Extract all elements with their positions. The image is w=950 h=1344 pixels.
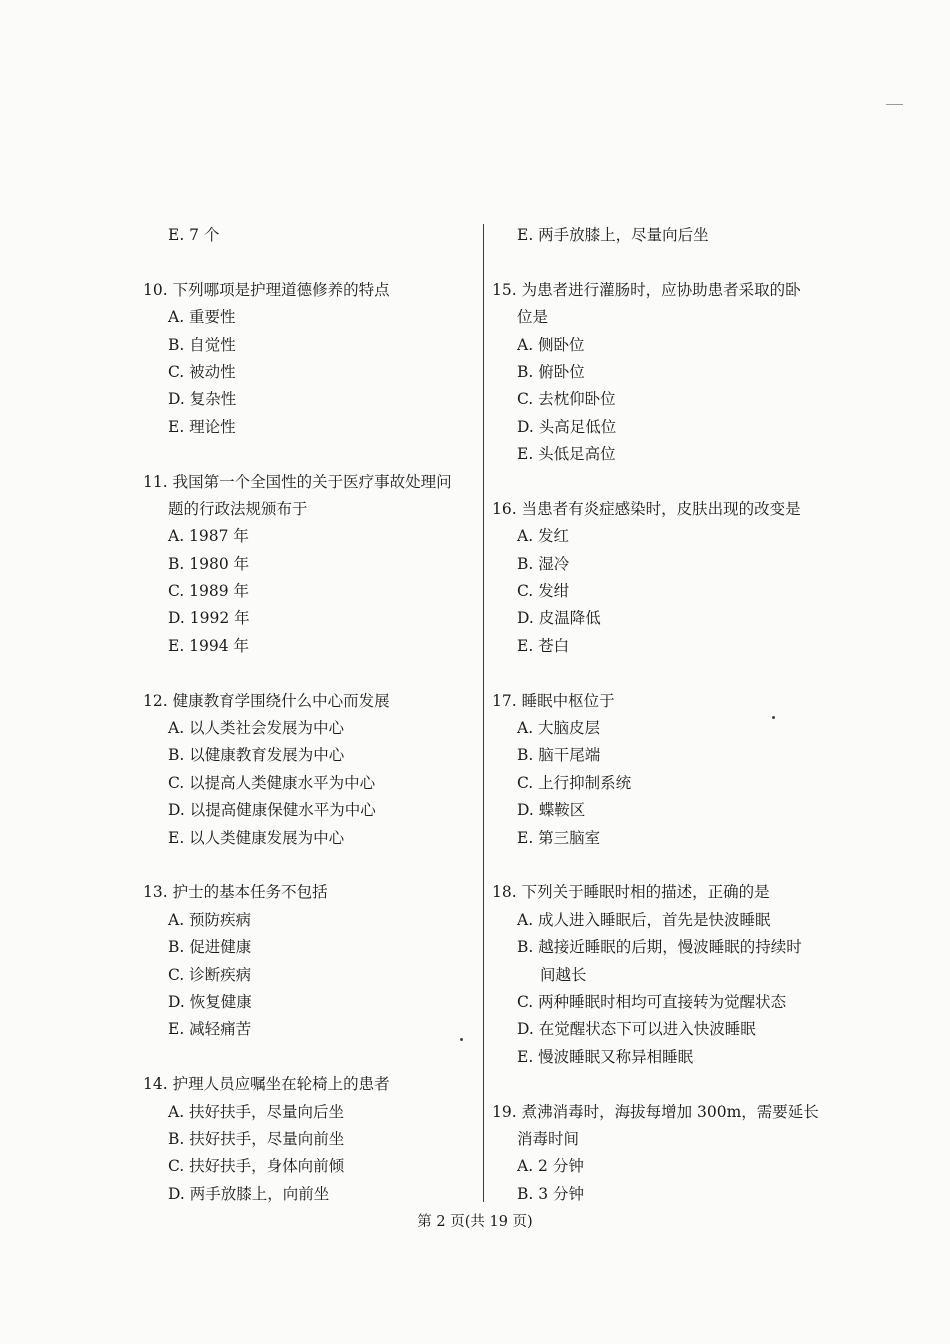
option-item: C. 诊断疾病: [168, 965, 252, 984]
option-item-continued: 间越长: [540, 965, 587, 984]
option-tail: E. 两手放膝上，尽量向后坐: [517, 226, 709, 244]
option-item: A. 2 分钟: [517, 1157, 584, 1176]
question-stem: 16. 当患者有炎症感染时，皮肤出现的改变是: [492, 499, 801, 518]
option-item: C. 两种睡眠时相均可直接转为觉醒状态: [517, 992, 787, 1011]
option-item: A. 大脑皮层: [517, 719, 601, 738]
option-item: C. 1989 年: [168, 582, 250, 601]
option-item: B. 促进健康: [168, 938, 252, 957]
option-item: E. 慢波睡眠又称异相睡眠: [517, 1047, 694, 1066]
option-item: D. 复杂性: [168, 390, 237, 409]
question-stem: 19. 煮沸消毒时，海拔每增加 300m，需要延长: [492, 1102, 819, 1121]
option-item: B. 湿冷: [517, 554, 570, 573]
option-item: D. 蝶鞍区: [517, 801, 586, 820]
option-item: A. 成人进入睡眠后，首先是快波睡眠: [517, 910, 771, 929]
question-stem-continued: 消毒时间: [517, 1129, 580, 1148]
option-item: A. 预防疾病: [168, 910, 252, 929]
option-item: B. 3 分钟: [517, 1184, 585, 1203]
option-item: B. 扶好扶手，尽量向前坐: [168, 1129, 345, 1148]
column-divider: [483, 224, 484, 1202]
option-item: C. 去枕仰卧位: [517, 390, 616, 409]
option-item: D. 1992 年: [168, 609, 250, 628]
option-item: D. 皮温降低: [517, 609, 601, 628]
question-stem: 10. 下列哪项是护理道德修养的特点: [143, 280, 390, 299]
option-item: C. 发绀: [517, 582, 570, 601]
option-item: C. 被动性: [168, 362, 236, 381]
question-stem-continued: 位是: [517, 308, 549, 327]
option-item: B. 1980 年: [168, 554, 250, 573]
left-column: [143, 222, 478, 1208]
option-item: C. 扶好扶手，身体向前倾: [168, 1157, 345, 1176]
option-item: A. 扶好扶手，尽量向后坐: [168, 1102, 345, 1121]
option-item: E. 苍白: [517, 636, 570, 655]
option-item: D. 恢复健康: [168, 992, 252, 1011]
option-item: E. 以人类健康发展为中心: [168, 828, 345, 847]
option-item: E. 1994 年: [168, 636, 250, 655]
question-stem-continued: 题的行政法规颁布于: [168, 499, 308, 518]
option-item: D. 以提高健康保健水平为中心: [168, 801, 376, 820]
question-stem: 17. 睡眠中枢位于: [492, 691, 615, 710]
option-item: B. 自觉性: [168, 335, 236, 354]
option-item: C. 以提高人类健康水平为中心: [168, 773, 376, 792]
question-stem: 12. 健康教育学围绕什么中心而发展: [143, 691, 390, 710]
question-stem: 14. 护理人员应嘱坐在轮椅上的患者: [143, 1075, 390, 1094]
option-item: D. 头高足低位: [517, 417, 617, 436]
option-item: A. 1987 年: [168, 527, 249, 546]
scan-speck: [772, 716, 775, 719]
page-number-footer: 第 2 页(共 19 页): [417, 1214, 533, 1230]
option-tail: E. 7 个: [168, 226, 220, 244]
option-item: A. 重要性: [168, 308, 236, 327]
option-item: E. 第三脑室: [517, 828, 601, 847]
scan-speck: [460, 1038, 463, 1041]
option-item: D. 在觉醒状态下可以进入快波睡眠: [517, 1020, 756, 1039]
option-item: B. 越接近睡眠的后期，慢波睡眠的持续时: [517, 938, 802, 957]
question-stem: 18. 下列关于睡眠时相的描述，正确的是: [492, 883, 770, 902]
question-stem: 11. 我国第一个全国性的关于医疗事故处理问: [143, 472, 452, 491]
option-item: C. 上行抑制系统: [517, 773, 632, 792]
right-column: [492, 222, 827, 1208]
option-item: A. 以人类社会发展为中心: [168, 719, 345, 738]
corner-scan-mark: [886, 104, 903, 105]
option-item: B. 脑干尾端: [517, 746, 601, 765]
option-item: B. 俯卧位: [517, 362, 585, 381]
question-stem: 15. 为患者进行灌肠时，应协助患者采取的卧: [492, 280, 801, 299]
option-item: B. 以健康教育发展为中心: [168, 746, 345, 765]
option-item: D. 两手放膝上，向前坐: [168, 1184, 330, 1203]
option-item: E. 理论性: [168, 417, 236, 436]
option-item: E. 头低足高位: [517, 445, 616, 464]
option-item: A. 侧卧位: [517, 335, 585, 354]
question-stem: 13. 护士的基本任务不包括: [143, 883, 328, 902]
option-item: A. 发红: [517, 527, 570, 546]
option-item: E. 减轻痛苦: [168, 1020, 252, 1039]
